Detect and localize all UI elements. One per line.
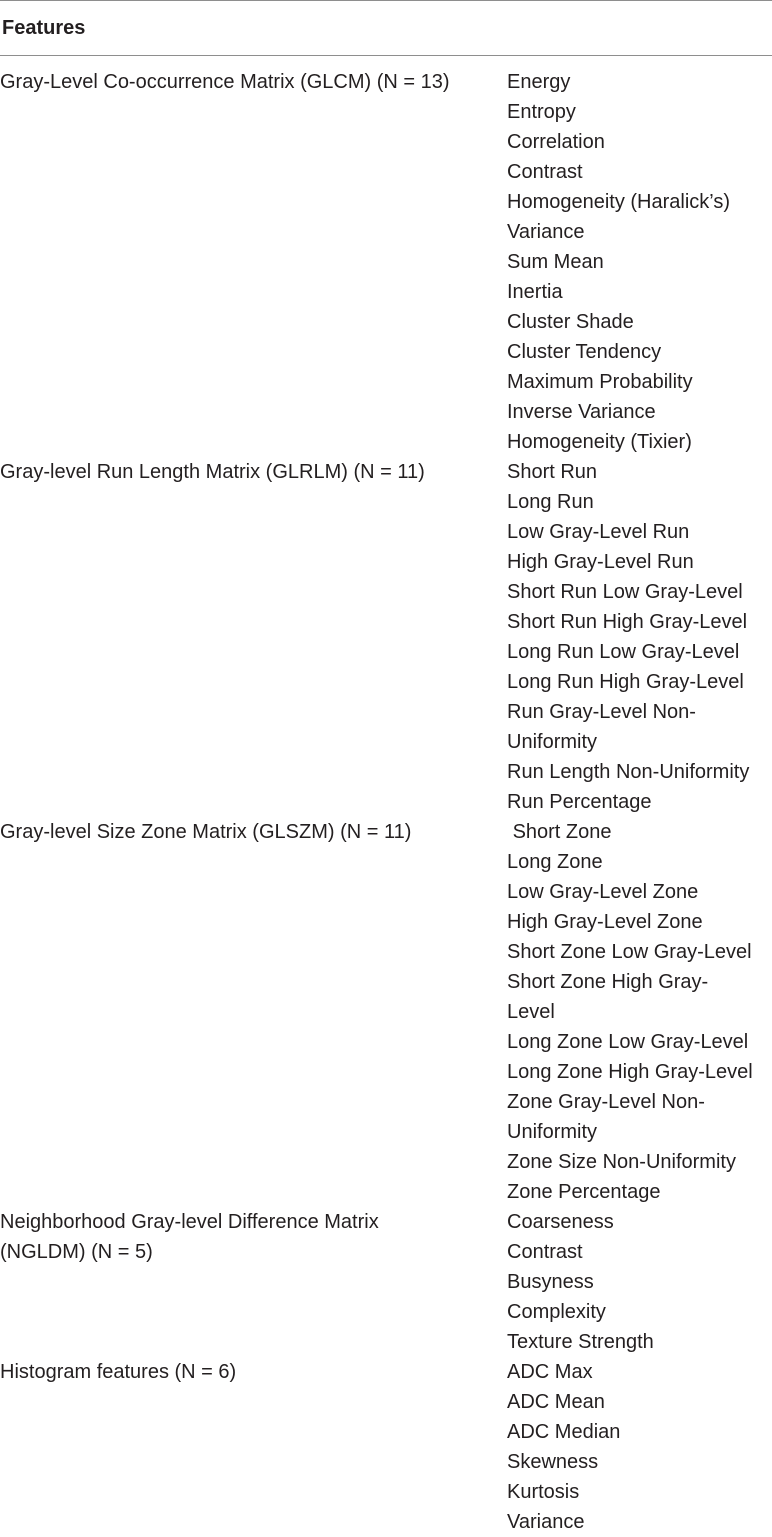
list-item: Contrast xyxy=(507,1241,583,1263)
list-item: Homogeneity (Tixier) xyxy=(507,431,692,453)
group-label: Gray-level Run Length Matrix (GLRLM) (N = 11) xyxy=(0,461,425,483)
feature-list xyxy=(507,457,772,817)
group-label: Histogram features (N = 6) xyxy=(0,1361,237,1383)
table-row xyxy=(0,1357,772,1537)
list-item: Sum Mean xyxy=(507,251,604,273)
list-item: Skewness xyxy=(507,1451,599,1473)
list-item: Zone Size Non-Uniformity xyxy=(507,1151,736,1173)
list-item: Long Run Low Gray-Level xyxy=(507,641,740,663)
list-item: Low Gray-Level Zone xyxy=(507,881,699,903)
list-item: Texture Strength xyxy=(507,1331,654,1353)
group-label: Neighborhood Gray-level Difference Matrix (NGLDM) (N = 5) xyxy=(0,1211,379,1263)
list-item: Energy xyxy=(507,71,571,93)
list-item: Kurtosis xyxy=(507,1481,580,1503)
list-item: Contrast xyxy=(507,161,583,183)
list-item: Run Percentage xyxy=(507,791,652,813)
list-item: Long Run High Gray-Level xyxy=(507,671,744,693)
list-item: Short Run Low Gray-Level xyxy=(507,581,743,603)
feature-list xyxy=(507,1357,772,1537)
list-item: High Gray-Level Zone xyxy=(507,911,703,933)
table-row xyxy=(0,457,772,817)
list-item: Short Zone High Gray- xyxy=(507,971,709,993)
list-item: Level xyxy=(507,1001,555,1023)
list-item: Uniformity xyxy=(507,1121,598,1143)
list-item: ADC Max xyxy=(507,1361,593,1383)
list-item: Run Length Non-Uniformity xyxy=(507,761,750,783)
list-item: ADC Median xyxy=(507,1421,621,1443)
list-item: Zone Gray-Level Non- xyxy=(507,1091,705,1113)
table-row xyxy=(0,1207,772,1357)
list-item: Inverse Variance xyxy=(507,401,656,423)
list-item: Run Gray-Level Non- xyxy=(507,701,696,723)
list-item: Long Zone xyxy=(507,851,603,873)
list-item: Zone Percentage xyxy=(507,1181,661,1203)
feature-list xyxy=(507,1207,772,1357)
table-row xyxy=(0,817,772,1207)
table-row xyxy=(0,67,772,457)
table-body xyxy=(0,56,772,1537)
group-label: Gray-Level Co-occurrence Matrix (GLCM) (N = 13) xyxy=(0,71,450,93)
column-header-features: Features xyxy=(2,17,86,39)
list-item: Coarseness xyxy=(507,1211,614,1233)
list-item: Correlation xyxy=(507,131,605,153)
list-item: Entropy xyxy=(507,101,576,123)
group-label: Gray-level Size Zone Matrix (GLSZM) (N = 11) xyxy=(0,821,412,843)
feature-list xyxy=(507,817,772,1207)
list-item: Long Run xyxy=(507,491,594,513)
list-item: Short Run xyxy=(507,461,598,483)
list-item: High Gray-Level Run xyxy=(507,551,694,573)
list-item: Variance xyxy=(507,1511,585,1533)
list-item: Maximum Probability xyxy=(507,371,693,393)
list-item: Complexity xyxy=(507,1301,606,1323)
list-item: Inertia xyxy=(507,281,563,303)
list-item: Cluster Shade xyxy=(507,311,634,333)
list-item: Cluster Tendency xyxy=(507,341,662,363)
list-item: Long Zone High Gray-Level xyxy=(507,1061,753,1083)
list-item: Uniformity xyxy=(507,731,598,753)
header-row xyxy=(0,1,772,55)
list-item: ADC Mean xyxy=(507,1391,605,1413)
list-item: Busyness xyxy=(507,1271,594,1293)
feature-list xyxy=(507,67,772,457)
list-item: Variance xyxy=(507,221,585,243)
list-item: Short Zone xyxy=(507,821,612,843)
list-item: Homogeneity (Haralick’s) xyxy=(507,191,731,213)
list-item: Short Run High Gray-Level xyxy=(507,611,748,633)
list-item: Low Gray-Level Run xyxy=(507,521,690,543)
list-item: Long Zone Low Gray-Level xyxy=(507,1031,749,1053)
list-item: Short Zone Low Gray-Level xyxy=(507,941,752,963)
